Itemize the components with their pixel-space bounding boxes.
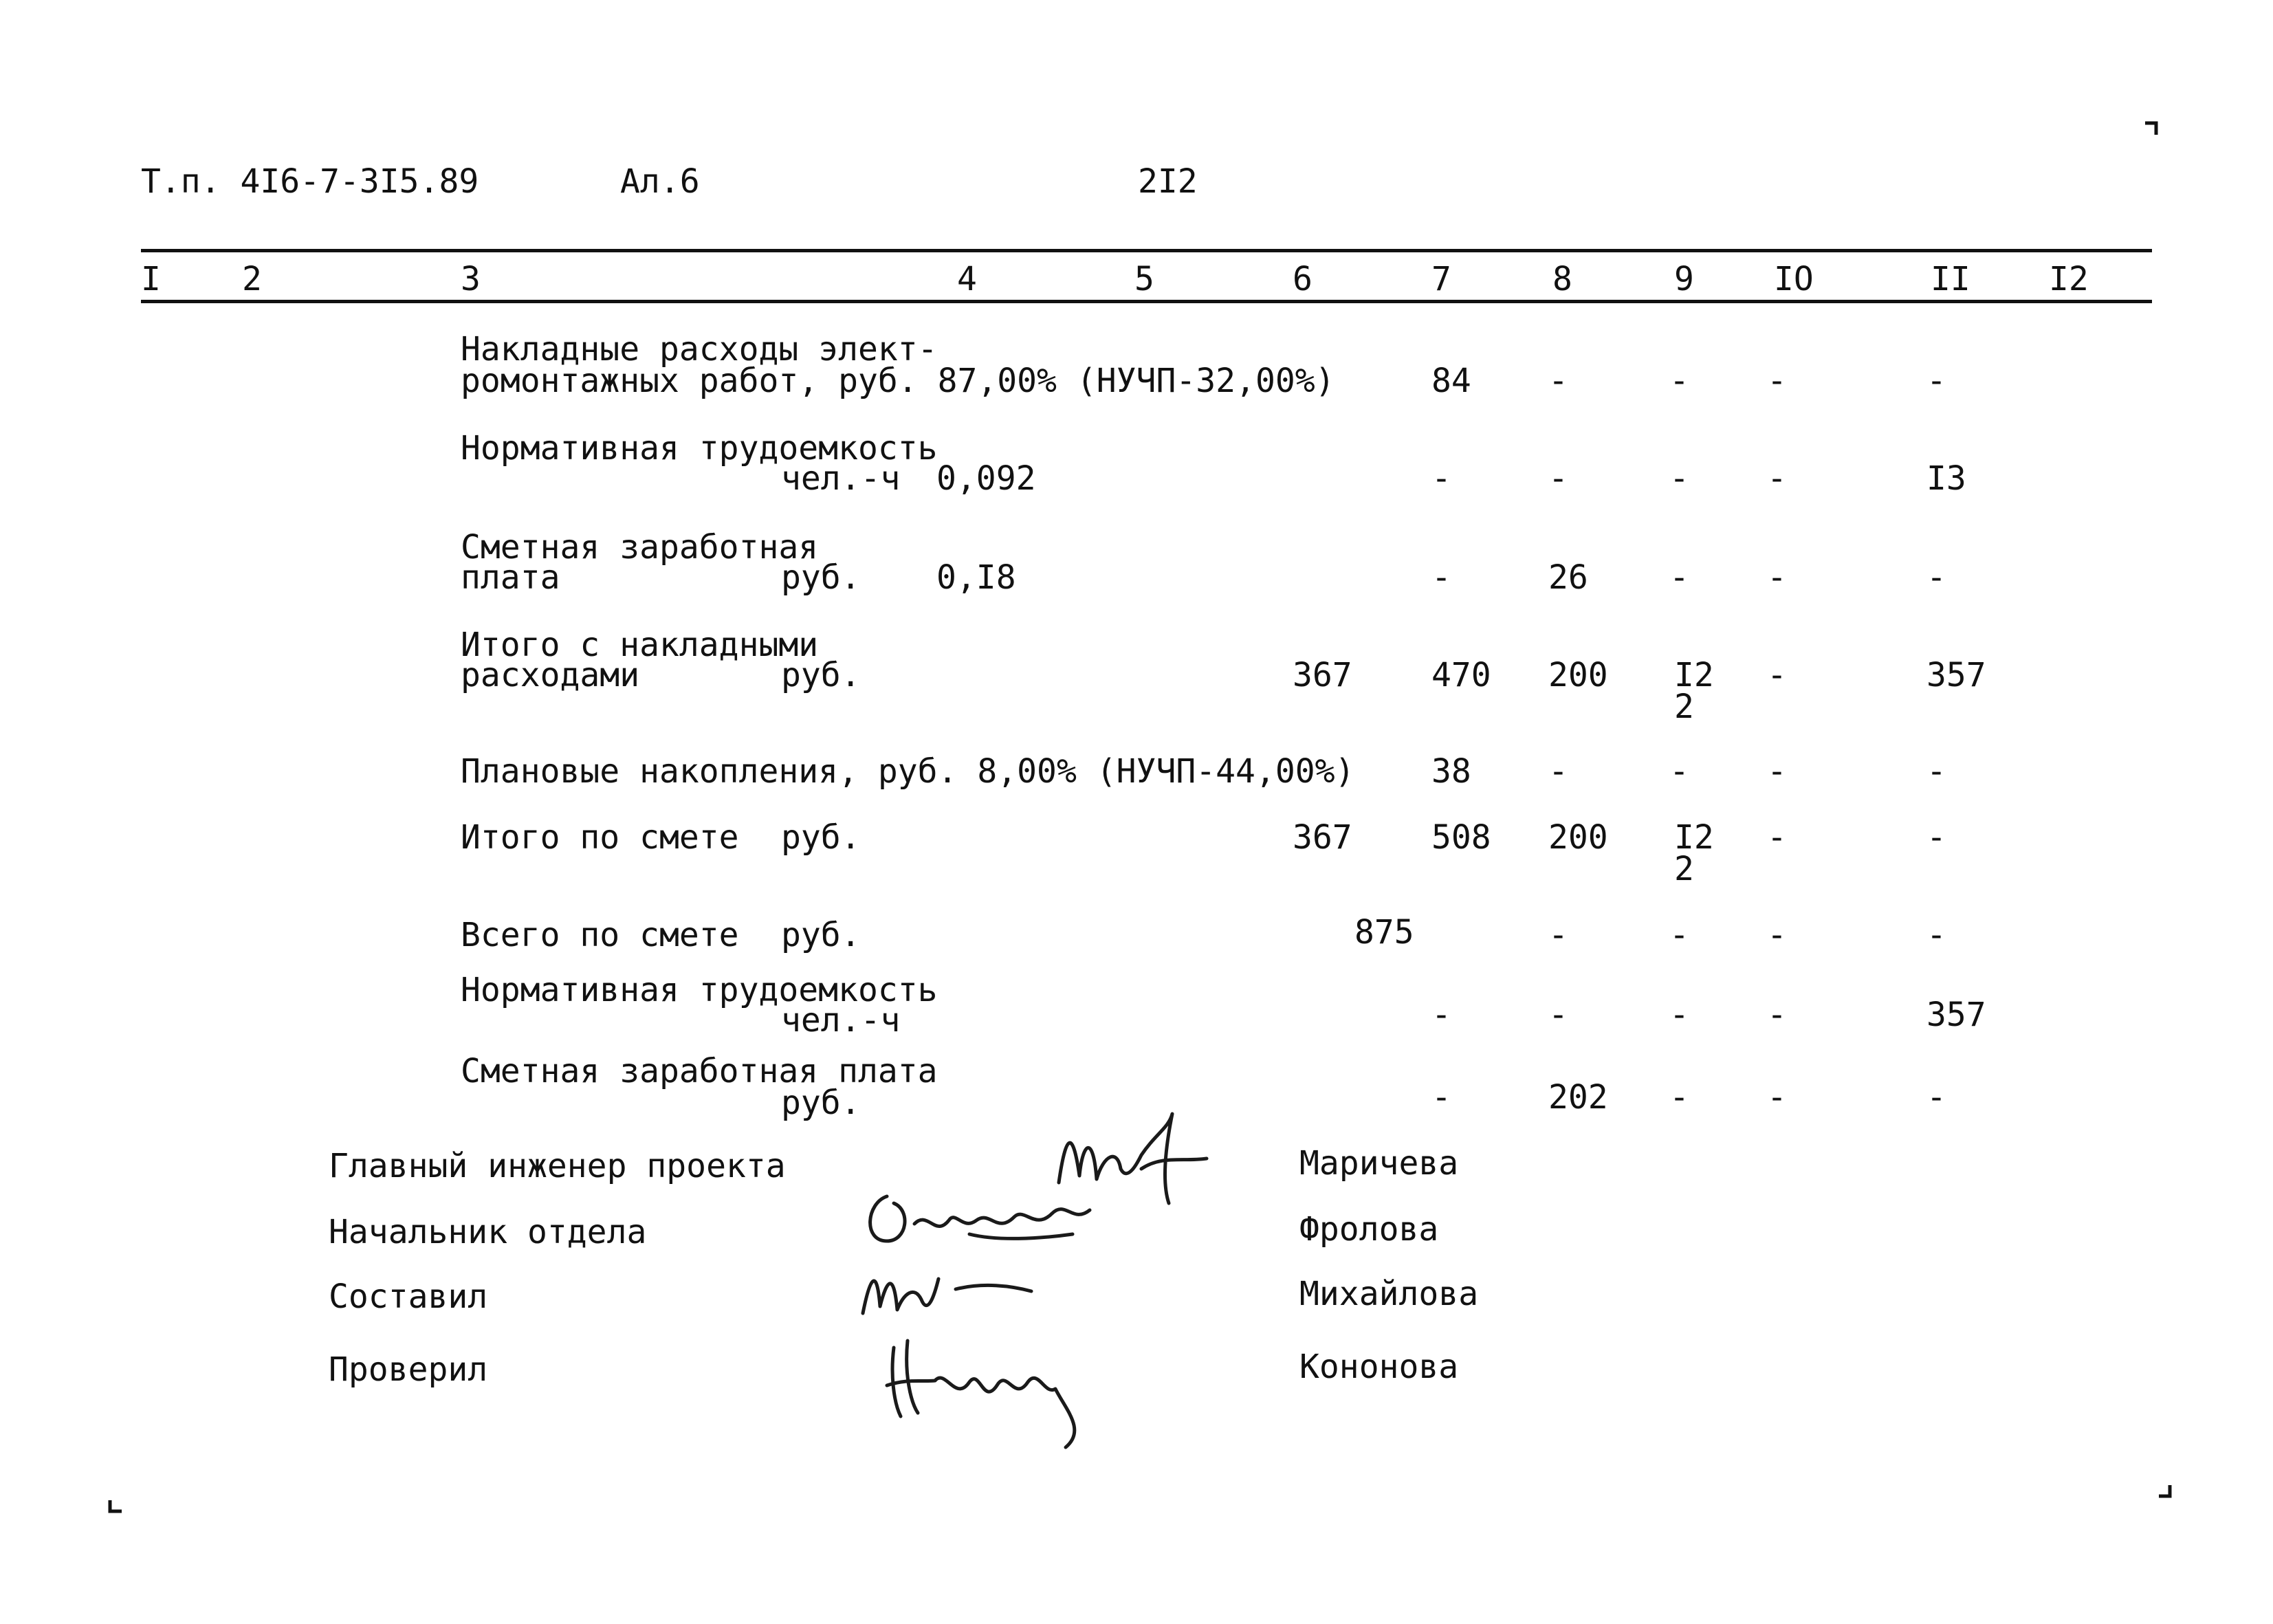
column-number: 3	[461, 260, 481, 298]
signatory-name: Фролова	[1299, 1210, 1439, 1249]
row-unit: руб.	[781, 1084, 861, 1122]
row-label: Сметная заработная	[461, 528, 819, 567]
column-number: II	[1931, 260, 1970, 298]
cell-col-11: 357	[1926, 996, 1986, 1034]
row-unit: руб.	[781, 656, 861, 694]
signatory-name: Кононова	[1299, 1348, 1459, 1386]
cell-col-9: -	[1669, 996, 1689, 1034]
cell-col-7: -	[1431, 558, 1451, 597]
column-number: 7	[1431, 260, 1451, 298]
row-unit: руб.	[781, 818, 861, 857]
cell-col-8: -	[1548, 996, 1568, 1034]
cell-col-10: -	[1767, 459, 1787, 498]
cell-col-8: -	[1548, 362, 1568, 400]
column-number: I	[141, 260, 161, 298]
cell-col-11: 357	[1926, 656, 1986, 694]
cell-col-9: I2	[1674, 656, 1714, 694]
cell-col-9: -	[1669, 459, 1689, 498]
cell-col-9: I2	[1674, 818, 1714, 857]
cell-col-7: 508	[1431, 818, 1491, 857]
cell-col-8: -	[1548, 916, 1568, 954]
table-header-bottom-rule	[141, 300, 2152, 303]
cell-col-11: -	[1926, 916, 1946, 954]
column-number: 9	[1674, 260, 1694, 298]
row-label: Итого по смете	[461, 818, 739, 857]
column-number: I2	[2049, 260, 2089, 298]
cell-col-7: -	[1431, 1078, 1451, 1117]
page-number: 2I2	[1138, 162, 1198, 201]
cell-col-7: 84	[1431, 362, 1471, 400]
handwritten-signature	[859, 1183, 1093, 1258]
cell-col-6: 367	[1293, 818, 1352, 857]
cell-col-8: 200	[1548, 656, 1608, 694]
cell-col-6: 367	[1293, 656, 1352, 694]
row-label: Нормативная трудоемкость	[461, 429, 938, 468]
cell-col-9: -	[1669, 916, 1689, 954]
row-unit: руб.	[781, 558, 861, 597]
cell-col-8: 202	[1548, 1078, 1608, 1117]
cell-col-9-second-line: 2	[1674, 850, 1694, 888]
signatory-name: Михайлова	[1299, 1275, 1479, 1313]
table-header-top-rule	[141, 249, 2152, 252]
row-label: Итого с накладными	[461, 626, 819, 664]
cell-col-8: 26	[1548, 558, 1588, 597]
cell-col-11: I3	[1926, 459, 1966, 498]
corner-mark-top-right	[2144, 121, 2159, 136]
cell-col-8: -	[1548, 459, 1568, 498]
cell-col-11: -	[1926, 1078, 1946, 1117]
row-label: Всего по смете	[461, 916, 739, 954]
row-label: Сметная заработная плата	[461, 1052, 938, 1090]
row-label: Накладные расходы элект-	[461, 330, 938, 369]
cell-col-9: -	[1669, 752, 1689, 791]
cell-col-7: 38	[1431, 752, 1471, 791]
row-unit: чел.-ч	[781, 1001, 901, 1040]
row-label: расходами	[461, 656, 640, 694]
column-number: IO	[1774, 260, 1814, 298]
cell-col-11: -	[1926, 818, 1946, 857]
cell-col-4: 0,I8	[936, 558, 1016, 597]
row-label: плата	[461, 558, 560, 597]
cell-col-10: -	[1767, 1078, 1787, 1117]
row-label: Плановые накопления, руб. 8,00% (НУЧП-44,00%)	[461, 752, 1355, 791]
cell-col-8: -	[1548, 752, 1568, 791]
cell-col-9: -	[1669, 362, 1689, 400]
row-label: Нормативная трудоемкость	[461, 971, 938, 1009]
column-number: 5	[1134, 260, 1154, 298]
cell-col-7: 470	[1431, 656, 1491, 694]
signatory-role: Начальник отдела	[329, 1213, 647, 1251]
column-number: 6	[1293, 260, 1313, 298]
column-number: 2	[242, 260, 262, 298]
album-number: Ал.6	[620, 162, 700, 201]
row-unit: чел.-ч	[781, 459, 901, 498]
cell-col-10: -	[1767, 752, 1787, 791]
row-unit: руб.	[781, 916, 861, 954]
cell-col-10: -	[1767, 656, 1787, 694]
cell-col-10: -	[1767, 362, 1787, 400]
cell-col-10: -	[1767, 916, 1787, 954]
cell-col-4: 0,092	[936, 459, 1036, 498]
cell-col-8: 200	[1548, 818, 1608, 857]
signatory-role: Проверил	[329, 1350, 488, 1389]
cell-col-10: -	[1767, 558, 1787, 597]
column-number: 8	[1552, 260, 1572, 298]
handwritten-signature	[880, 1327, 1107, 1451]
cell-col-9-second-line: 2	[1674, 688, 1694, 726]
document-reference: Т.п. 4I6-7-3I5.89	[141, 162, 479, 201]
handwritten-signature	[853, 1251, 1045, 1327]
cell-col-9: -	[1669, 558, 1689, 597]
cell-col-10: -	[1767, 996, 1787, 1034]
cell-col-6-7: 875	[1354, 913, 1414, 952]
corner-mark-bottom-left	[108, 1499, 123, 1514]
cell-col-11: -	[1926, 752, 1946, 791]
cell-col-7: -	[1431, 459, 1451, 498]
cell-col-10: -	[1767, 818, 1787, 857]
signatory-name: Маричева	[1299, 1144, 1459, 1183]
column-number: 4	[957, 260, 977, 298]
cell-col-11: -	[1926, 362, 1946, 400]
cell-col-11: -	[1926, 558, 1946, 597]
corner-mark-bottom-right	[2157, 1484, 2173, 1499]
cell-col-9: -	[1669, 1078, 1689, 1117]
signatory-role: Главный инженер проекта	[329, 1147, 786, 1185]
signatory-role: Составил	[329, 1277, 488, 1316]
cell-col-7: -	[1431, 996, 1451, 1034]
row-label: ромонтажных работ, руб. 87,00% (НУЧП-32,00%)	[461, 362, 1335, 400]
